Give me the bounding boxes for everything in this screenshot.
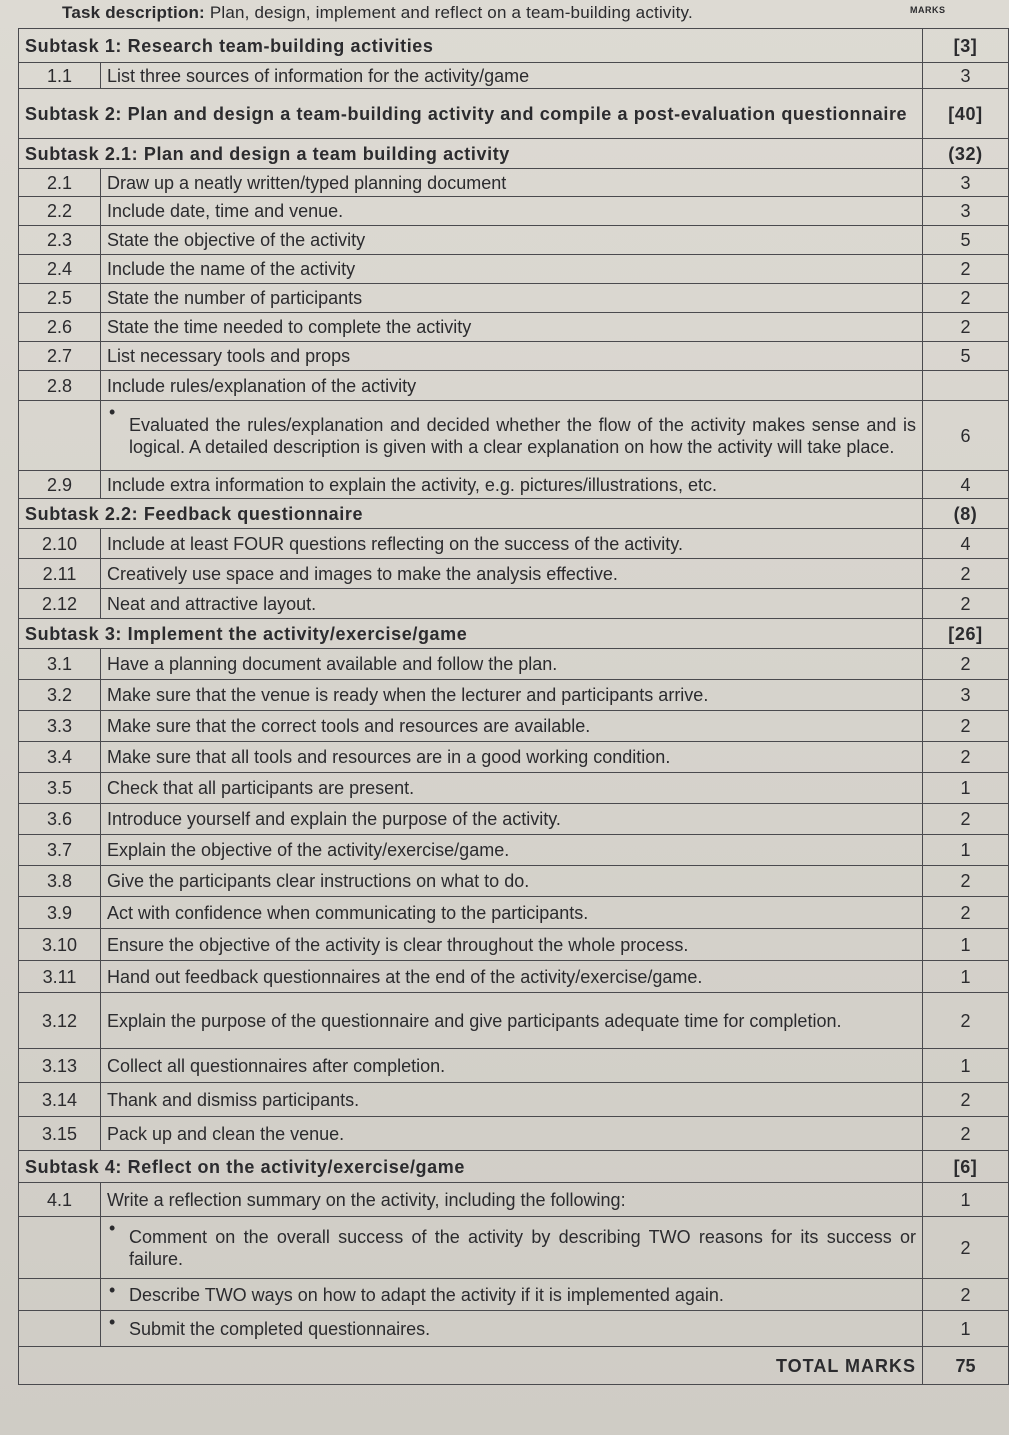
criterion-row xyxy=(19,197,1009,226)
criterion-number: 3.9 xyxy=(19,897,101,929)
criterion-number xyxy=(19,1279,101,1311)
criterion-number: 2.3 xyxy=(19,226,101,255)
marks-value: [26] xyxy=(923,619,1009,649)
marks-value: 1 xyxy=(923,1183,1009,1217)
criterion-row xyxy=(19,1117,1009,1151)
criterion-row xyxy=(19,1083,1009,1117)
criterion-number: 3.4 xyxy=(19,742,101,773)
criterion-text: Make sure that all tools and resources are in a good working condition. xyxy=(101,742,923,773)
criterion-number: 1.1 xyxy=(19,63,101,89)
marks-value: [6] xyxy=(923,1151,1009,1183)
marks-value: (8) xyxy=(923,499,1009,529)
criterion-text: List necessary tools and props xyxy=(101,342,923,371)
criterion-text: State the objective of the activity xyxy=(101,226,923,255)
criterion-bullet-row xyxy=(19,1217,1009,1279)
criterion-text: Make sure that the correct tools and resources are available. xyxy=(101,711,923,742)
marks-value: 2 xyxy=(923,1083,1009,1117)
marks-value: 3 xyxy=(923,63,1009,89)
marks-value: 5 xyxy=(923,342,1009,371)
marks-value: 2 xyxy=(923,1217,1009,1279)
marks-value: 5 xyxy=(923,226,1009,255)
marks-value: 2 xyxy=(923,711,1009,742)
criterion-text: Include at least FOUR questions reflecting on the success of the activity. xyxy=(101,529,923,559)
section-heading-row xyxy=(19,1151,1009,1183)
criterion-row xyxy=(19,649,1009,680)
criterion-row xyxy=(19,255,1009,284)
section-heading: Subtask 3: Implement the activity/exercise/game xyxy=(19,619,923,649)
criterion-bullet-row xyxy=(19,401,1009,471)
criterion-bullet-text: • Evaluated the rules/explanation and decided whether the flow of the activity makes sense and is logical. A detailed description is given with a clear explanation on how the activity will take place. xyxy=(101,401,923,471)
marks-value: 2 xyxy=(923,559,1009,589)
criterion-text: Include extra information to explain the activity, e.g. pictures/illustrations, etc. xyxy=(101,471,923,499)
criterion-row xyxy=(19,804,1009,835)
criterion-number: 3.14 xyxy=(19,1083,101,1117)
criterion-text: Explain the objective of the activity/exercise/game. xyxy=(101,835,923,866)
task-description xyxy=(62,3,693,23)
criterion-number: 3.13 xyxy=(19,1049,101,1083)
criterion-text: Check that all participants are present. xyxy=(101,773,923,804)
criterion-text: Creatively use space and images to make the analysis effective. xyxy=(101,559,923,589)
marks-value: 4 xyxy=(923,471,1009,499)
marks-value: 2 xyxy=(923,1117,1009,1151)
marks-value: 2 xyxy=(923,313,1009,342)
total-spacer xyxy=(19,1347,101,1385)
section-heading-row xyxy=(19,619,1009,649)
criterion-row xyxy=(19,742,1009,773)
criterion-row xyxy=(19,711,1009,742)
marks-value: 3 xyxy=(923,197,1009,226)
section-heading: Subtask 4: Reflect on the activity/exercise/game xyxy=(19,1151,923,1183)
criterion-text: List three sources of information for the activity/game xyxy=(101,63,923,89)
marks-value: [40] xyxy=(923,89,1009,139)
criterion-number: 3.15 xyxy=(19,1117,101,1151)
criterion-text: Include rules/explanation of the activity xyxy=(101,371,923,401)
marks-value: 3 xyxy=(923,680,1009,711)
section-heading: Subtask 2.2: Feedback questionnaire xyxy=(19,499,923,529)
marks-value: 1 xyxy=(923,773,1009,804)
criterion-bullet-text: • Submit the completed questionnaires. xyxy=(101,1311,923,1347)
criterion-text: Collect all questionnaires after completion. xyxy=(101,1049,923,1083)
criterion-row xyxy=(19,773,1009,804)
section-heading: Subtask 2: Plan and design a team-building activity and compile a post-evaluation questionnaire xyxy=(19,89,923,139)
marks-value: 6 xyxy=(923,401,1009,471)
section-heading: Subtask 2.1: Plan and design a team building activity xyxy=(19,139,923,169)
criterion-row xyxy=(19,342,1009,371)
marks-value: 2 xyxy=(923,897,1009,929)
criterion-text: Neat and attractive layout. xyxy=(101,589,923,619)
marks-value: 2 xyxy=(923,1279,1009,1311)
marks-value: [3] xyxy=(923,29,1009,63)
marks-value: 1 xyxy=(923,929,1009,961)
criterion-number: 2.7 xyxy=(19,342,101,371)
criterion-row xyxy=(19,993,1009,1049)
section-heading-row xyxy=(19,499,1009,529)
criterion-number: 3.7 xyxy=(19,835,101,866)
criterion-bullet-row xyxy=(19,1279,1009,1311)
total-label: TOTAL MARKS xyxy=(101,1347,923,1385)
criterion-text: Give the participants clear instructions on what to do. xyxy=(101,866,923,897)
criterion-number xyxy=(19,401,101,471)
marks-value: 3 xyxy=(923,169,1009,197)
criterion-row xyxy=(19,559,1009,589)
criterion-text: Draw up a neatly written/typed planning document xyxy=(101,169,923,197)
criterion-text: Include date, time and venue. xyxy=(101,197,923,226)
criterion-number: 2.1 xyxy=(19,169,101,197)
marks-value: 2 xyxy=(923,649,1009,680)
criterion-bullet-row xyxy=(19,1311,1009,1347)
marks-column-header: MARKS xyxy=(910,5,946,15)
criterion-text: Hand out feedback questionnaires at the end of the activity/exercise/game. xyxy=(101,961,923,993)
criterion-row xyxy=(19,897,1009,929)
criterion-text: State the number of participants xyxy=(101,284,923,313)
criterion-number: 2.5 xyxy=(19,284,101,313)
criterion-number: 2.6 xyxy=(19,313,101,342)
criterion-number: 2.11 xyxy=(19,559,101,589)
criterion-row xyxy=(19,471,1009,499)
criterion-text: Make sure that the venue is ready when the lecturer and participants arrive. xyxy=(101,680,923,711)
criterion-number: 3.3 xyxy=(19,711,101,742)
criterion-row xyxy=(19,226,1009,255)
criterion-bullet-text: • Describe TWO ways on how to adapt the activity if it is implemented again. xyxy=(101,1279,923,1311)
criterion-text: Write a reflection summary on the activity, including the following: xyxy=(101,1183,923,1217)
marks-value: 2 xyxy=(923,993,1009,1049)
rubric-body xyxy=(19,29,1009,1385)
criterion-row xyxy=(19,835,1009,866)
marks-value: 1 xyxy=(923,1311,1009,1347)
marks-value: 1 xyxy=(923,1049,1009,1083)
criterion-number xyxy=(19,1311,101,1347)
criterion-number: 3.10 xyxy=(19,929,101,961)
criterion-number: 3.8 xyxy=(19,866,101,897)
marks-value: 2 xyxy=(923,255,1009,284)
marks-value: 1 xyxy=(923,835,1009,866)
criterion-row xyxy=(19,1183,1009,1217)
criterion-number: 2.2 xyxy=(19,197,101,226)
criterion-row xyxy=(19,169,1009,197)
section-heading: Subtask 1: Research team-building activities xyxy=(19,29,923,63)
criterion-text: Pack up and clean the venue. xyxy=(101,1117,923,1151)
marks-value: 4 xyxy=(923,529,1009,559)
total-row xyxy=(19,1347,1009,1385)
marks-value: 2 xyxy=(923,589,1009,619)
criterion-row xyxy=(19,529,1009,559)
marks-value: 2 xyxy=(923,866,1009,897)
criterion-row xyxy=(19,284,1009,313)
marks-value: 2 xyxy=(923,804,1009,835)
section-heading-row xyxy=(19,89,1009,139)
criterion-row xyxy=(19,371,1009,401)
criterion-text: Explain the purpose of the questionnaire and give participants adequate time for completion. xyxy=(101,993,923,1049)
marks-value xyxy=(923,371,1009,401)
criterion-number: 3.2 xyxy=(19,680,101,711)
criterion-text: Introduce yourself and explain the purpose of the activity. xyxy=(101,804,923,835)
criterion-bullet-text: • Comment on the overall success of the activity by describing TWO reasons for its success or failure. xyxy=(101,1217,923,1279)
criterion-text: Have a planning document available and follow the plan. xyxy=(101,649,923,680)
marks-value: 2 xyxy=(923,742,1009,773)
criterion-number: 2.8 xyxy=(19,371,101,401)
marks-value: 2 xyxy=(923,284,1009,313)
criterion-number: 2.9 xyxy=(19,471,101,499)
criterion-number: 2.4 xyxy=(19,255,101,284)
criterion-text: Ensure the objective of the activity is clear throughout the whole process. xyxy=(101,929,923,961)
criterion-row xyxy=(19,313,1009,342)
criterion-text: Thank and dismiss participants. xyxy=(101,1083,923,1117)
criterion-number: 2.10 xyxy=(19,529,101,559)
task-description-label: Task description: xyxy=(62,3,205,22)
section-heading-row xyxy=(19,29,1009,63)
criterion-row xyxy=(19,63,1009,89)
marks-value: (32) xyxy=(923,139,1009,169)
criterion-row xyxy=(19,961,1009,993)
task-description-text: Plan, design, implement and reflect on a team-building activity. xyxy=(204,3,693,22)
criterion-row xyxy=(19,1049,1009,1083)
criterion-text: Act with confidence when communicating to the participants. xyxy=(101,897,923,929)
criterion-text: Include the name of the activity xyxy=(101,255,923,284)
marks-value: 1 xyxy=(923,961,1009,993)
criterion-row xyxy=(19,866,1009,897)
criterion-number: 3.11 xyxy=(19,961,101,993)
criterion-number: 3.1 xyxy=(19,649,101,680)
criterion-number: 3.12 xyxy=(19,993,101,1049)
criterion-row xyxy=(19,589,1009,619)
criterion-number: 4.1 xyxy=(19,1183,101,1217)
criterion-number: 3.6 xyxy=(19,804,101,835)
criterion-row xyxy=(19,929,1009,961)
criterion-text: State the time needed to complete the activity xyxy=(101,313,923,342)
criterion-row xyxy=(19,680,1009,711)
total-value: 75 xyxy=(923,1347,1009,1385)
section-heading-row xyxy=(19,139,1009,169)
criterion-number: 3.5 xyxy=(19,773,101,804)
criterion-number xyxy=(19,1217,101,1279)
criterion-number: 2.12 xyxy=(19,589,101,619)
rubric-table xyxy=(18,28,1009,1385)
